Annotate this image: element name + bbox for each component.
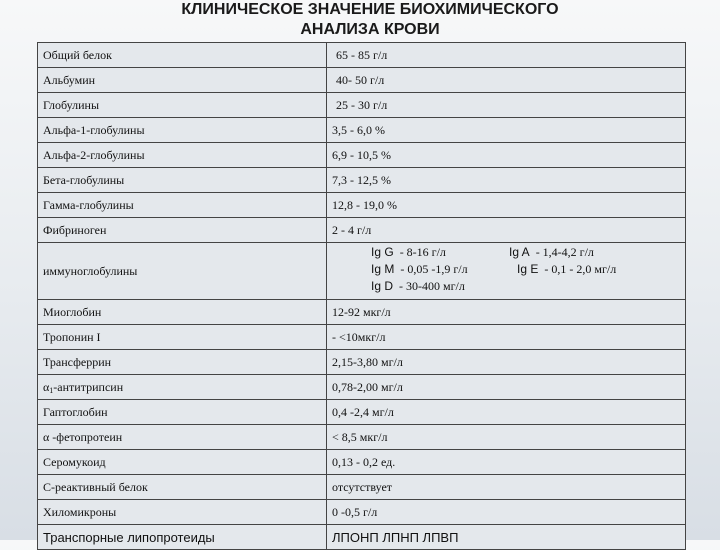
ig-g (371, 245, 446, 260)
title-line-1: КЛИНИЧЕСКОЕ ЗНАЧЕНИЕ БИОХИМИЧЕСКОГО (181, 1, 559, 18)
ig-a (509, 245, 594, 260)
parameter-name: Тропонин I (38, 325, 327, 350)
parameter-name-text: -фетопротеин (49, 429, 123, 444)
parameter-value: 12,8 - 19,0 % (327, 193, 686, 218)
table-row (38, 218, 686, 243)
page-title (150, 0, 590, 40)
alpha-subscript: 1 (49, 385, 54, 395)
parameter-name: Глобулины (38, 93, 327, 118)
parameter-name: Транспорные липопротеиды (38, 525, 327, 550)
ig-d-value: - 30-400 мг/л (399, 279, 465, 293)
parameter-value: отсутствует (327, 475, 686, 500)
parameter-name: Гамма-глобулины (38, 193, 327, 218)
ig-d-label: Ig D (371, 279, 394, 293)
parameter-name: иммуноглобулины (38, 243, 327, 300)
parameter-name: Альфа-1-глобулины (38, 118, 327, 143)
alpha-symbol: α (43, 429, 50, 444)
table-row (38, 193, 686, 218)
parameter-name: Гаптоглобин (38, 400, 327, 425)
parameter-name: Серомукоид (38, 450, 327, 475)
table-row (38, 450, 686, 475)
parameter-value: 25 - 30 г/л (327, 93, 686, 118)
parameter-value: 40- 50 г/л (327, 68, 686, 93)
ig-m (371, 262, 468, 277)
ig-g-value: - 8-16 г/л (399, 245, 446, 259)
parameter-name-text: -антитрипсин (53, 379, 124, 394)
parameter-value: < 8,5 мкг/л (327, 425, 686, 450)
parameter-name: Альфа-2-глобулины (38, 143, 327, 168)
parameter-name: Альбумин (38, 68, 327, 93)
table-row (38, 300, 686, 325)
title-line-2: АНАЛИЗА КРОВИ (300, 21, 440, 38)
parameter-name (38, 375, 327, 400)
parameter-name: С-реактивный белок (38, 475, 327, 500)
table-row (38, 375, 686, 400)
ig-e (517, 262, 616, 277)
table-row-immunoglobulins (38, 243, 686, 300)
table-row (38, 118, 686, 143)
parameter-value: 0,13 - 0,2 ед. (327, 450, 686, 475)
table-row (38, 93, 686, 118)
ig-a-value: - 1,4-4,2 г/л (535, 245, 594, 259)
table-row (38, 325, 686, 350)
table-row (38, 43, 686, 68)
parameter-value: 65 - 85 г/л (327, 43, 686, 68)
parameter-name: Трансферрин (38, 350, 327, 375)
biochemistry-table (37, 42, 686, 550)
ig-m-label: Ig M (371, 262, 395, 276)
ig-e-value: - 0,1 - 2,0 мг/л (544, 262, 617, 276)
ig-e-label: Ig E (517, 262, 539, 276)
immunoglobulin-values (327, 243, 686, 300)
table-row (38, 500, 686, 525)
parameter-name (38, 425, 327, 450)
ig-a-label: Ig A (509, 245, 530, 259)
parameter-value: 0 -0,5 г/л (327, 500, 686, 525)
parameter-value: 2 - 4 г/л (327, 218, 686, 243)
table-row (38, 425, 686, 450)
ig-d (371, 279, 465, 294)
table-row (38, 143, 686, 168)
table-row (38, 475, 686, 500)
parameter-name: Миоглобин (38, 300, 327, 325)
table-row (38, 525, 686, 550)
ig-g-label: Ig G (371, 245, 394, 259)
parameter-name: Хиломикроны (38, 500, 327, 525)
parameter-value: 3,5 - 6,0 % (327, 118, 686, 143)
parameter-value: 0,4 -2,4 мг/л (327, 400, 686, 425)
parameter-value: 0,78-2,00 мг/л (327, 375, 686, 400)
ig-m-value: - 0,05 -1,9 г/л (400, 262, 468, 276)
table-row (38, 350, 686, 375)
table-row (38, 400, 686, 425)
parameter-name: Фибриноген (38, 218, 327, 243)
parameter-value: 12-92 мкг/л (327, 300, 686, 325)
parameter-value: 6,9 - 10,5 % (327, 143, 686, 168)
parameter-name: Общий белок (38, 43, 327, 68)
parameter-name: Бета-глобулины (38, 168, 327, 193)
table-row (38, 168, 686, 193)
table-row (38, 68, 686, 93)
parameter-value: - <10мкг/л (327, 325, 686, 350)
parameter-value: 7,3 - 12,5 % (327, 168, 686, 193)
parameter-value: ЛПОНП ЛПНП ЛПВП (327, 525, 686, 550)
parameter-value: 2,15-3,80 мг/л (327, 350, 686, 375)
alpha-symbol: α (43, 379, 50, 394)
